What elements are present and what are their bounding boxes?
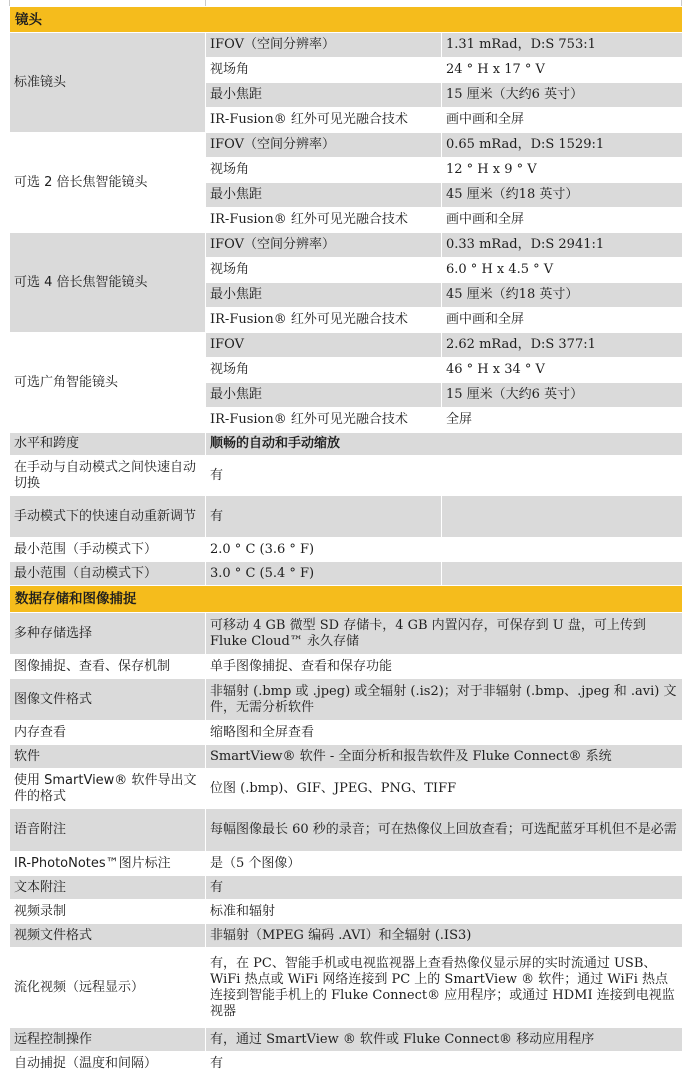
spec-label: 在手动与自动模式之间快速自动切换 [10, 456, 206, 496]
spec-label: 流化视频（远程显示） [10, 948, 206, 1028]
section-title: 数据存储和图像捕捉 [10, 586, 683, 613]
table-row [10, 745, 683, 769]
spec-value: 45 厘米（约18 英寸） [442, 183, 683, 208]
spec-value: 有，在 PC、智能手机或电视监视器上查看热像仪显示屏的实时流通过 USB、WiFi 热点或 WiFi 网络连接到 PC 上的 SmartView ® 软件；通过 WiFi 热点连接到智能手机上的 Fluke Connect® 应用程序；或通过 HDMI 连接到电视监视器 [206, 948, 683, 1028]
spec-label: 图像捕捉、查看、保存机制 [10, 655, 206, 679]
spec-label: IR-Fusion® 红外可见光融合技术 [206, 408, 442, 433]
spec-value: 全屏 [442, 408, 683, 433]
table-row [10, 721, 683, 745]
spec-label: IR-PhotoNotes™图片标注 [10, 852, 206, 876]
table-row [10, 333, 683, 358]
top-stub [9, 0, 682, 6]
spec-value: 2.62 mRad，D:S 377:1 [442, 333, 683, 358]
spec-value: 有 [206, 456, 442, 496]
table-row [10, 33, 683, 58]
table-row [10, 456, 683, 496]
spec-value: 6.0 ° H x 4.5 ° V [442, 258, 683, 283]
spec-label: 视场角 [206, 258, 442, 283]
table-row [10, 679, 683, 721]
spec-label: 远程控制操作 [10, 1028, 206, 1052]
table-row [10, 133, 683, 158]
spec-label: 最小焦距 [206, 383, 442, 408]
spec-value: 标准和辐射 [206, 900, 683, 924]
table-row [10, 1028, 683, 1052]
spec-label: 视场角 [206, 58, 442, 83]
spec-value: 每幅图像最长 60 秒的录音；可在热像仪上回放查看；可选配蓝牙耳机但不是必需 [206, 809, 683, 852]
section-header-lens [10, 7, 683, 33]
spec-sheet [9, 0, 682, 1076]
spec-value: 位图 (.bmp)、GIF、JPEG、PNG、TIFF [206, 769, 683, 809]
spec-value: 有，通过 SmartView ® 软件或 Fluke Connect® 移动应用程序 [206, 1028, 683, 1052]
spec-label: IFOV（空间分辨率） [206, 133, 442, 158]
spec-label: 视频录制 [10, 900, 206, 924]
empty-cell [442, 496, 683, 538]
table-row [10, 433, 683, 456]
spec-label: 内存查看 [10, 721, 206, 745]
spec-value: 15 厘米（大约6 英寸） [442, 83, 683, 108]
section-title: 镜头 [10, 7, 683, 33]
table-row [10, 562, 683, 586]
spec-label: 最小范围（手动模式下） [10, 538, 206, 562]
table-row [10, 538, 683, 562]
spec-value: 15 厘米（大约6 英寸） [442, 383, 683, 408]
spec-value: 3.0 ° C (5.4 ° F) [206, 562, 442, 586]
lens-name: 可选 4 倍长焦智能镜头 [10, 233, 206, 333]
spec-value: 24 ° H x 17 ° V [442, 58, 683, 83]
table-row [10, 769, 683, 809]
spec-value: 1.31 mRad，D:S 753:1 [442, 33, 683, 58]
spec-label: 手动模式下的快速自动重新调节 [10, 496, 206, 538]
table-row [10, 809, 683, 852]
spec-value: 可移动 4 GB 微型 SD 存储卡，4 GB 内置闪存，可保存到 U 盘，可上传到 Fluke Cloud™ 永久存储 [206, 613, 683, 655]
spec-value: 非辐射（MPEG 编码 .AVI）和全辐射 (.IS3) [206, 924, 683, 948]
spec-value: 0.65 mRad，D:S 1529:1 [442, 133, 683, 158]
spec-label: 水平和跨度 [10, 433, 206, 456]
spec-value: 46 ° H x 34 ° V [442, 358, 683, 383]
spec-table [9, 6, 683, 1076]
spec-label: 视频文件格式 [10, 924, 206, 948]
spec-label: IFOV（空间分辨率） [206, 233, 442, 258]
table-row [10, 852, 683, 876]
spec-value: 画中画和全屏 [442, 208, 683, 233]
spec-label: 最小焦距 [206, 183, 442, 208]
spec-label: 自动捕捉（温度和间隔） [10, 1052, 206, 1076]
lens-name: 可选 2 倍长焦智能镜头 [10, 133, 206, 233]
spec-label: 多种存储选择 [10, 613, 206, 655]
table-row [10, 496, 683, 538]
spec-label: 软件 [10, 745, 206, 769]
table-row [10, 1052, 683, 1076]
empty-cell [442, 562, 683, 586]
spec-value: SmartView® 软件 - 全面分析和报告软件及 Fluke Connect® 系统 [206, 745, 683, 769]
table-row [10, 233, 683, 258]
table-row [10, 876, 683, 900]
spec-label: IR-Fusion® 红外可见光融合技术 [206, 308, 442, 333]
table-row [10, 655, 683, 679]
spec-value: 12 ° H x 9 ° V [442, 158, 683, 183]
spec-label: 文本附注 [10, 876, 206, 900]
spec-label: 图像文件格式 [10, 679, 206, 721]
spec-label: 最小焦距 [206, 83, 442, 108]
spec-label: IR-Fusion® 红外可见光融合技术 [206, 108, 442, 133]
spec-label: 视场角 [206, 158, 442, 183]
spec-label: 使用 SmartView® 软件导出文件的格式 [10, 769, 206, 809]
table-row [10, 924, 683, 948]
spec-value: 是（5 个图像） [206, 852, 683, 876]
spec-label: IR-Fusion® 红外可见光融合技术 [206, 208, 442, 233]
spec-value: 有 [206, 876, 683, 900]
empty-cell [442, 456, 683, 496]
spec-value: 2.0 ° C (3.6 ° F) [206, 538, 442, 562]
spec-value: 顺畅的自动和手动缩放 [206, 433, 683, 456]
spec-label: IFOV（空间分辨率） [206, 33, 442, 58]
table-row [10, 613, 683, 655]
lens-name: 可选广角智能镜头 [10, 333, 206, 433]
spec-value: 0.33 mRad，D:S 2941:1 [442, 233, 683, 258]
spec-value: 缩略图和全屏查看 [206, 721, 683, 745]
lens-name: 标准镜头 [10, 33, 206, 133]
spec-value: 45 厘米（约18 英寸） [442, 283, 683, 308]
spec-value: 有 [206, 1052, 683, 1076]
spec-value: 画中画和全屏 [442, 108, 683, 133]
spec-label: 语音附注 [10, 809, 206, 852]
table-row [10, 948, 683, 1028]
spec-label: 最小范围（自动模式下） [10, 562, 206, 586]
spec-value: 有 [206, 496, 442, 538]
section-header-storage [10, 586, 683, 613]
table-row [10, 900, 683, 924]
empty-cell [442, 538, 683, 562]
spec-label: 视场角 [206, 358, 442, 383]
spec-label: 最小焦距 [206, 283, 442, 308]
spec-value: 单手图像捕捉、查看和保存功能 [206, 655, 683, 679]
spec-label: IFOV [206, 333, 442, 358]
spec-value: 非辐射 (.bmp 或 .jpeg) 或全辐射 (.is2)；对于非辐射 (.bmp、.jpeg 和 .avi) 文件，无需分析软件 [206, 679, 683, 721]
spec-value: 画中画和全屏 [442, 308, 683, 333]
